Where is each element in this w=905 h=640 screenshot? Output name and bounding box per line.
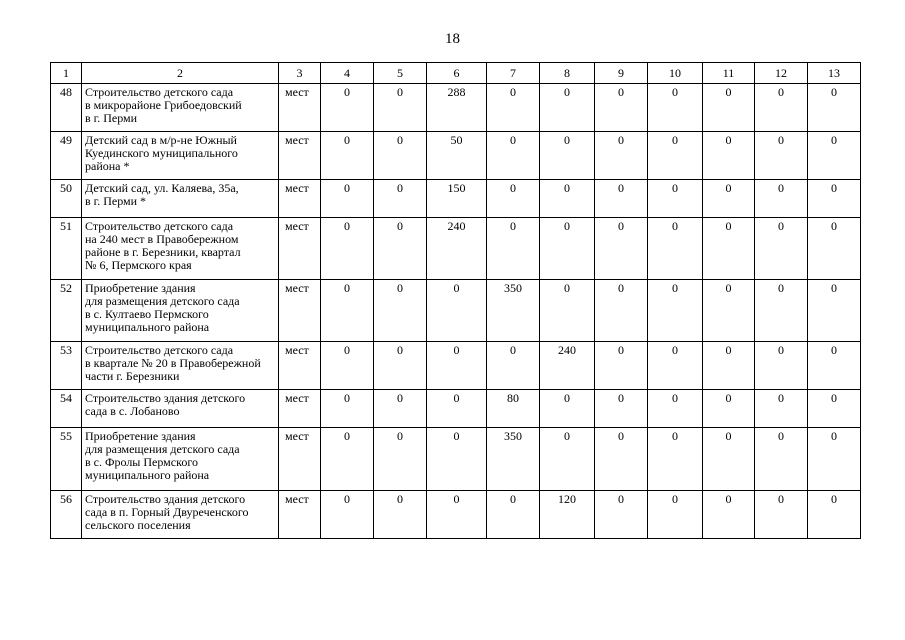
- object-name: Строительство здания детского сада в с. Лобаново: [85, 391, 246, 418]
- value-cell-col-10: 0: [648, 342, 703, 390]
- value-cell-col-10: 0: [648, 428, 703, 491]
- value-cell-col-7: 0: [487, 84, 540, 132]
- value-cell-col-11: 0: [703, 280, 755, 342]
- column-header-4: 4: [321, 63, 374, 84]
- value-cell-col-13: 0: [808, 132, 861, 180]
- value-cell-col-11: 0: [703, 342, 755, 390]
- value-cell-col-5: 0: [374, 218, 427, 280]
- value-cell-col-6: 0: [427, 428, 487, 491]
- table-row: [51, 180, 861, 218]
- column-header-1: 1: [51, 63, 82, 84]
- value-cell-col-11: 0: [703, 180, 755, 218]
- data-table: [50, 62, 861, 539]
- column-header-2: 2: [82, 63, 279, 84]
- column-header-10: 10: [648, 63, 703, 84]
- object-name-cell: [82, 390, 279, 428]
- object-name-cell: [82, 428, 279, 491]
- value-cell-col-11: 0: [703, 428, 755, 491]
- value-cell-col-11: 0: [703, 84, 755, 132]
- value-cell-col-4: 0: [321, 491, 374, 539]
- value-cell-col-9: 0: [595, 491, 648, 539]
- object-name: Строительство детского сада на 240 мест в Правобережном районе в г. Березники, квартал № 6, Пермского края: [85, 219, 241, 272]
- value-cell-col-9: 0: [595, 132, 648, 180]
- value-cell-col-5: 0: [374, 132, 427, 180]
- object-name-cell: [82, 84, 279, 132]
- value-cell-col-11: 0: [703, 218, 755, 280]
- value-cell-col-8: 240: [540, 342, 595, 390]
- value-cell-col-10: 0: [648, 280, 703, 342]
- value-cell-col-6: 288: [427, 84, 487, 132]
- value-cell-col-9: 0: [595, 218, 648, 280]
- object-name-cell: [82, 280, 279, 342]
- value-cell-col-4: 0: [321, 342, 374, 390]
- unit-cell: мест: [279, 218, 321, 280]
- value-cell-col-5: 0: [374, 428, 427, 491]
- value-cell-col-8: 0: [540, 132, 595, 180]
- value-cell-col-12: 0: [755, 280, 808, 342]
- value-cell-col-8: 0: [540, 180, 595, 218]
- value-cell-col-10: 0: [648, 180, 703, 218]
- column-header-3: 3: [279, 63, 321, 84]
- column-header-12: 12: [755, 63, 808, 84]
- value-cell-col-5: 0: [374, 491, 427, 539]
- value-cell-col-6: 0: [427, 280, 487, 342]
- unit-cell: мест: [279, 342, 321, 390]
- value-cell-col-7: 0: [487, 491, 540, 539]
- value-cell-col-10: 0: [648, 390, 703, 428]
- value-cell-col-8: 120: [540, 491, 595, 539]
- unit-cell: мест: [279, 491, 321, 539]
- value-cell-col-4: 0: [321, 84, 374, 132]
- value-cell-col-7: 0: [487, 342, 540, 390]
- value-cell-col-13: 0: [808, 280, 861, 342]
- column-header-5: 5: [374, 63, 427, 84]
- row-number: 48: [51, 84, 82, 132]
- object-name: Детский сад в м/р-не Южный Куединского муниципального района *: [85, 133, 238, 173]
- value-cell-col-5: 0: [374, 180, 427, 218]
- value-cell-col-9: 0: [595, 84, 648, 132]
- value-cell-col-8: 0: [540, 218, 595, 280]
- value-cell-col-4: 0: [321, 390, 374, 428]
- row-number: 51: [51, 218, 82, 280]
- value-cell-col-7: 0: [487, 218, 540, 280]
- value-cell-col-6: 240: [427, 218, 487, 280]
- value-cell-col-9: 0: [595, 280, 648, 342]
- column-header-8: 8: [540, 63, 595, 84]
- object-name: Приобретение здания для размещения детского сада в с. Фролы Пермского муниципального района: [85, 429, 240, 482]
- value-cell-col-7: 80: [487, 390, 540, 428]
- value-cell-col-12: 0: [755, 342, 808, 390]
- object-name: Приобретение здания для размещения детского сада в с. Култаево Пермского муниципального района: [85, 281, 240, 334]
- value-cell-col-5: 0: [374, 280, 427, 342]
- value-cell-col-13: 0: [808, 180, 861, 218]
- table-row: [51, 390, 861, 428]
- value-cell-col-6: 0: [427, 342, 487, 390]
- value-cell-col-12: 0: [755, 132, 808, 180]
- table-header-row: [51, 63, 861, 84]
- value-cell-col-12: 0: [755, 491, 808, 539]
- table-row: [51, 428, 861, 491]
- value-cell-col-11: 0: [703, 491, 755, 539]
- value-cell-col-9: 0: [595, 180, 648, 218]
- value-cell-col-5: 0: [374, 390, 427, 428]
- value-cell-col-11: 0: [703, 390, 755, 428]
- object-name: Строительство детского сада в микрорайоне Грибоедовский в г. Перми: [85, 85, 242, 125]
- value-cell-col-12: 0: [755, 180, 808, 218]
- value-cell-col-6: 150: [427, 180, 487, 218]
- value-cell-col-10: 0: [648, 218, 703, 280]
- value-cell-col-5: 0: [374, 342, 427, 390]
- object-name-cell: [82, 132, 279, 180]
- value-cell-col-9: 0: [595, 428, 648, 491]
- object-name: Детский сад, ул. Каляева, 35а, в г. Перми *: [85, 181, 239, 208]
- table-row: [51, 491, 861, 539]
- value-cell-col-6: 50: [427, 132, 487, 180]
- value-cell-col-12: 0: [755, 428, 808, 491]
- value-cell-col-11: 0: [703, 132, 755, 180]
- row-number: 49: [51, 132, 82, 180]
- value-cell-col-7: 350: [487, 428, 540, 491]
- value-cell-col-13: 0: [808, 491, 861, 539]
- value-cell-col-12: 0: [755, 218, 808, 280]
- table-row: [51, 342, 861, 390]
- unit-cell: мест: [279, 390, 321, 428]
- value-cell-col-6: 0: [427, 491, 487, 539]
- object-name-cell: [82, 342, 279, 390]
- column-header-9: 9: [595, 63, 648, 84]
- unit-cell: мест: [279, 84, 321, 132]
- value-cell-col-4: 0: [321, 428, 374, 491]
- value-cell-col-9: 0: [595, 342, 648, 390]
- object-name: Строительство детского сада в квартале № 20 в Правобережной части г. Березники: [85, 343, 261, 383]
- column-header-13: 13: [808, 63, 861, 84]
- value-cell-col-10: 0: [648, 84, 703, 132]
- value-cell-col-12: 0: [755, 84, 808, 132]
- table-row: [51, 280, 861, 342]
- unit-cell: мест: [279, 280, 321, 342]
- column-header-11: 11: [703, 63, 755, 84]
- table-row: [51, 84, 861, 132]
- value-cell-col-13: 0: [808, 84, 861, 132]
- value-cell-col-7: 350: [487, 280, 540, 342]
- value-cell-col-13: 0: [808, 342, 861, 390]
- column-header-6: 6: [427, 63, 487, 84]
- value-cell-col-13: 0: [808, 428, 861, 491]
- value-cell-col-4: 0: [321, 180, 374, 218]
- value-cell-col-10: 0: [648, 491, 703, 539]
- row-number: 55: [51, 428, 82, 491]
- unit-cell: мест: [279, 428, 321, 491]
- value-cell-col-6: 0: [427, 390, 487, 428]
- value-cell-col-13: 0: [808, 390, 861, 428]
- object-name-cell: [82, 491, 279, 539]
- unit-cell: мест: [279, 132, 321, 180]
- row-number: 52: [51, 280, 82, 342]
- value-cell-col-4: 0: [321, 132, 374, 180]
- row-number: 56: [51, 491, 82, 539]
- column-header-7: 7: [487, 63, 540, 84]
- unit-cell: мест: [279, 180, 321, 218]
- value-cell-col-8: 0: [540, 390, 595, 428]
- table-row: [51, 218, 861, 280]
- object-name-cell: [82, 180, 279, 218]
- value-cell-col-8: 0: [540, 280, 595, 342]
- value-cell-col-5: 0: [374, 84, 427, 132]
- value-cell-col-13: 0: [808, 218, 861, 280]
- value-cell-col-4: 0: [321, 280, 374, 342]
- value-cell-col-4: 0: [321, 218, 374, 280]
- value-cell-col-9: 0: [595, 390, 648, 428]
- value-cell-col-7: 0: [487, 132, 540, 180]
- value-cell-col-12: 0: [755, 390, 808, 428]
- value-cell-col-7: 0: [487, 180, 540, 218]
- row-number: 50: [51, 180, 82, 218]
- value-cell-col-8: 0: [540, 428, 595, 491]
- table-row: [51, 132, 861, 180]
- value-cell-col-8: 0: [540, 84, 595, 132]
- page-number: 18: [445, 31, 460, 47]
- object-name: Строительство здания детского сада в п. Горный Двуреченского сельского поселения: [85, 492, 249, 532]
- row-number: 53: [51, 342, 82, 390]
- object-name-cell: [82, 218, 279, 280]
- value-cell-col-10: 0: [648, 132, 703, 180]
- row-number: 54: [51, 390, 82, 428]
